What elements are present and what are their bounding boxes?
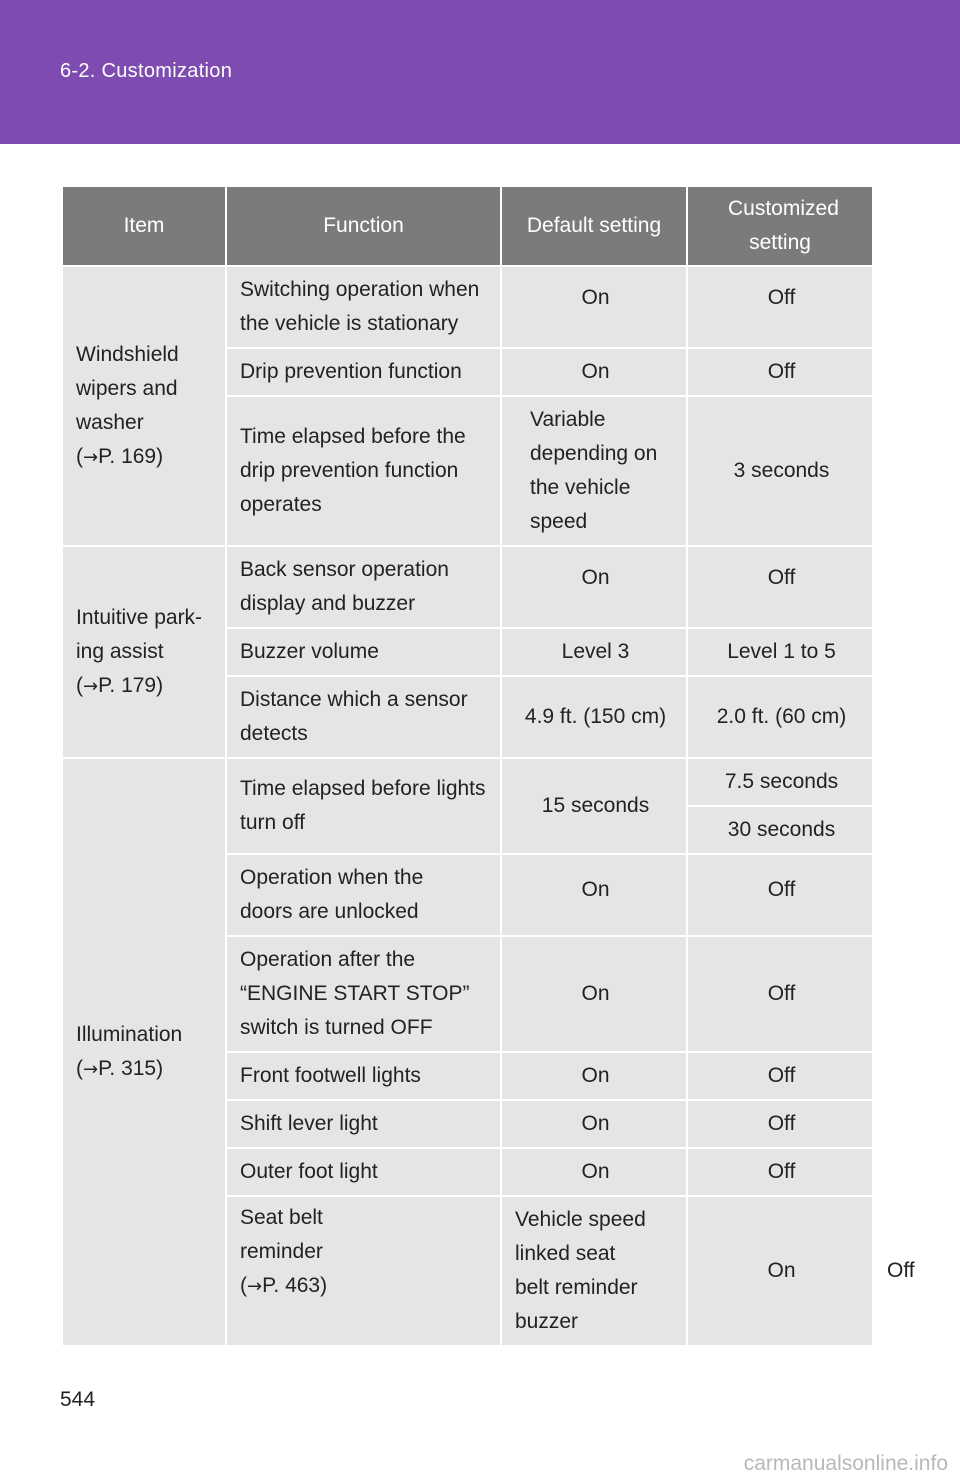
arrow-right-icon: → — [83, 446, 99, 468]
watermark: carmanualsonline.info — [743, 1452, 948, 1475]
column-header-customized: Customized setting — [687, 186, 873, 266]
function-cell: Back sensor operation display and buzzer — [226, 546, 501, 628]
item-line: washer — [76, 410, 144, 434]
default-cell: On — [687, 1196, 873, 1346]
function-cell: Time elapsed before lights turn off — [226, 758, 501, 854]
custom-cell: Level 1 to 5 — [687, 628, 873, 676]
default-cell: On — [501, 546, 687, 628]
default-cell: On — [501, 348, 687, 396]
item-line: Windshield — [76, 342, 179, 366]
column-header-default: Default setting — [501, 186, 687, 266]
custom-cell: 2.0 ft. (60 cm) — [687, 676, 873, 758]
function-cell: Drip prevention function — [226, 348, 501, 396]
custom-cell: Off — [687, 1148, 873, 1196]
table-row — [62, 758, 873, 806]
arrow-right-icon: → — [83, 1058, 99, 1080]
arrow-right-icon: → — [247, 1276, 263, 1297]
customization-table — [61, 185, 915, 1347]
custom-cell: 3 seconds — [687, 396, 873, 546]
item-line: Illumination — [76, 1022, 183, 1046]
function-cell: Shift lever light — [226, 1100, 501, 1148]
custom-cell: Off — [687, 348, 873, 396]
custom-cell: Off — [687, 1052, 873, 1100]
custom-option-cell: 30 seconds — [687, 806, 873, 854]
arrow-right-icon: → — [83, 675, 99, 697]
custom-cell: Off — [687, 854, 873, 936]
table-row — [62, 546, 873, 628]
item-line: ing assist — [76, 639, 164, 663]
item-line: wipers and — [76, 376, 178, 400]
column-header-function: Function — [226, 186, 501, 266]
item-cell — [62, 758, 226, 1346]
default-cell: 4.9 ft. (150 cm) — [501, 676, 687, 758]
section-title: 6-2. Customization — [60, 60, 233, 82]
item-ref: (→P. 315) — [76, 1056, 164, 1080]
custom-cell: Off — [687, 546, 873, 628]
custom-cell: Off — [687, 936, 873, 1052]
function-cell: Buzzer volume — [226, 628, 501, 676]
default-cell: On — [501, 1052, 687, 1100]
default-cell: On — [501, 266, 687, 348]
custom-cell: Off — [687, 266, 873, 348]
item-line: Intuitive park- — [76, 605, 203, 629]
table-header-row — [62, 186, 873, 266]
table-row: Seat belt reminder (→P. 463) Vehicle speed linked seat belt reminder buzzer On Off — [62, 1196, 873, 1346]
default-cell: On — [501, 854, 687, 936]
function-cell: Switching operation when the vehicle is stationary — [226, 266, 501, 348]
custom-option-cell: 7.5 seconds — [687, 758, 873, 806]
item-ref: (→P. 463) — [240, 1274, 328, 1297]
item-ref: (→P. 179) — [76, 673, 164, 697]
custom-cell: Off — [687, 1100, 873, 1148]
item-line: Seat belt — [240, 1206, 323, 1229]
function-cell: Vehicle speed linked seat belt reminder buzzer — [501, 1196, 687, 1346]
function-cell: Operation when the doors are unlocked — [226, 854, 501, 936]
function-cell: Time elapsed before the drip prevention function operates — [226, 396, 501, 546]
item-cell — [226, 1196, 501, 1346]
page-number: 544 — [60, 1388, 96, 1411]
item-cell — [62, 266, 226, 546]
column-header-item: Item — [62, 186, 226, 266]
table-row — [62, 266, 873, 348]
item-cell — [62, 546, 226, 758]
default-cell: 15 seconds — [501, 758, 687, 854]
default-cell: On — [501, 1148, 687, 1196]
function-cell: Distance which a sensor detects — [226, 676, 501, 758]
function-cell: Outer foot light — [226, 1148, 501, 1196]
default-cell: On — [501, 936, 687, 1052]
function-cell: Front footwell lights — [226, 1052, 501, 1100]
item-ref: (→P. 169) — [76, 444, 164, 468]
function-cell: Operation after the “ENGINE START STOP” switch is turned OFF — [226, 936, 501, 1052]
default-cell: On — [501, 1100, 687, 1148]
item-line: reminder — [240, 1240, 323, 1263]
default-cell: Level 3 — [501, 628, 687, 676]
default-cell: Variable depending on the vehicle speed — [501, 396, 687, 546]
